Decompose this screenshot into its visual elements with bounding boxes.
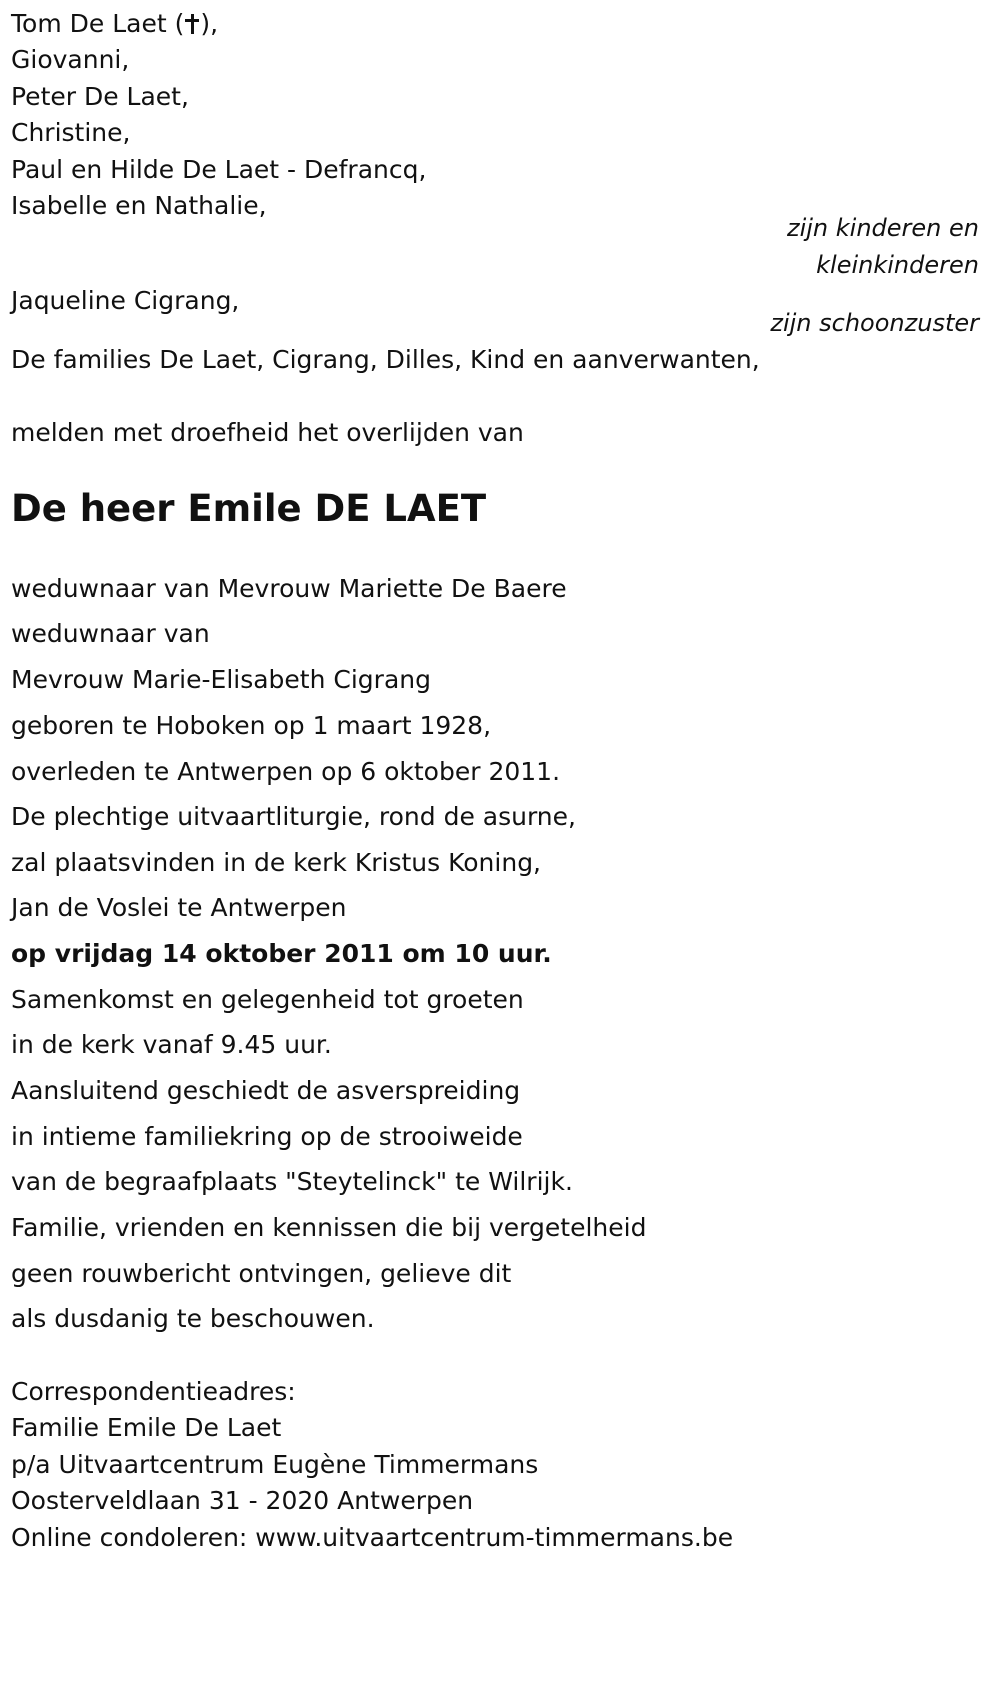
details-line: weduwnaar van Mevrouw Mariette De Baere: [11, 574, 567, 603]
family-member-peter: Peter De Laet,: [11, 82, 189, 111]
extended-family: De families De Laet, Cigrang, Dilles, Kind en aanverwanten,: [11, 345, 760, 374]
funeral-date-time: op vrijdag 14 oktober 2011 om 10 uur.: [11, 939, 552, 968]
correspondence-heading: Correspondentieadres:: [11, 1377, 296, 1406]
sister-in-law-relation: zijn schoonzuster: [770, 309, 979, 337]
details-line: in intieme familiekring op de strooiweide: [11, 1122, 523, 1151]
details-line: in de kerk vanaf 9.45 uur.: [11, 1030, 332, 1059]
details-line: geen rouwbericht ontvingen, gelieve dit: [11, 1259, 512, 1288]
details-line: De plechtige uitvaartliturgie, rond de asurne,: [11, 802, 576, 831]
deceased-name: De heer Emile DE LAET: [11, 487, 487, 530]
correspondence-funeral-home: p/a Uitvaartcentrum Eugène Timmermans: [11, 1450, 539, 1479]
details-line: Mevrouw Marie-Elisabeth Cigrang: [11, 665, 431, 694]
family-member-tom: [11, 9, 218, 39]
cross-icon: [185, 14, 199, 34]
details-line: overleden te Antwerpen op 6 oktober 2011.: [11, 757, 561, 786]
details-line: Familie, vrienden en kennissen die bij vergetelheid: [11, 1213, 647, 1242]
family-member-christine: Christine,: [11, 118, 131, 147]
online-condolence-link[interactable]: Online condoleren: www.uitvaartcentrum-timmermans.be: [11, 1523, 734, 1552]
announcement-text: melden met droefheid het overlijden van: [11, 418, 524, 447]
correspondence-address: Oosterveldlaan 31 - 2020 Antwerpen: [11, 1486, 474, 1515]
details-line: zal plaatsvinden in de kerk Kristus Koning,: [11, 848, 542, 877]
children-relation-line-2: kleinkinderen: [816, 251, 979, 279]
family-member-suffix: ),: [200, 9, 219, 38]
children-relation-line-1: zijn kinderen en: [787, 214, 979, 242]
sister-in-law: Jaqueline Cigrang,: [11, 286, 240, 315]
details-line: als dusdanig te beschouwen.: [11, 1304, 375, 1333]
correspondence-family: Familie Emile De Laet: [11, 1413, 282, 1442]
details-line: geboren te Hoboken op 1 maart 1928,: [11, 711, 492, 740]
details-line: Samenkomst en gelegenheid tot groeten: [11, 985, 524, 1014]
family-member-giovanni: Giovanni,: [11, 45, 130, 74]
details-line: Aansluitend geschiedt de asverspreiding: [11, 1076, 521, 1105]
details-line: van de begraafplaats "Steytelinck" te Wilrijk.: [11, 1167, 573, 1196]
family-member-isabelle-nathalie: Isabelle en Nathalie,: [11, 191, 267, 220]
family-member-paul-hilde: Paul en Hilde De Laet - Defrancq,: [11, 155, 427, 184]
details-line: weduwnaar van: [11, 619, 210, 648]
details-line: Jan de Voslei te Antwerpen: [11, 893, 347, 922]
family-member-tom-name: Tom De Laet (: [11, 9, 185, 38]
